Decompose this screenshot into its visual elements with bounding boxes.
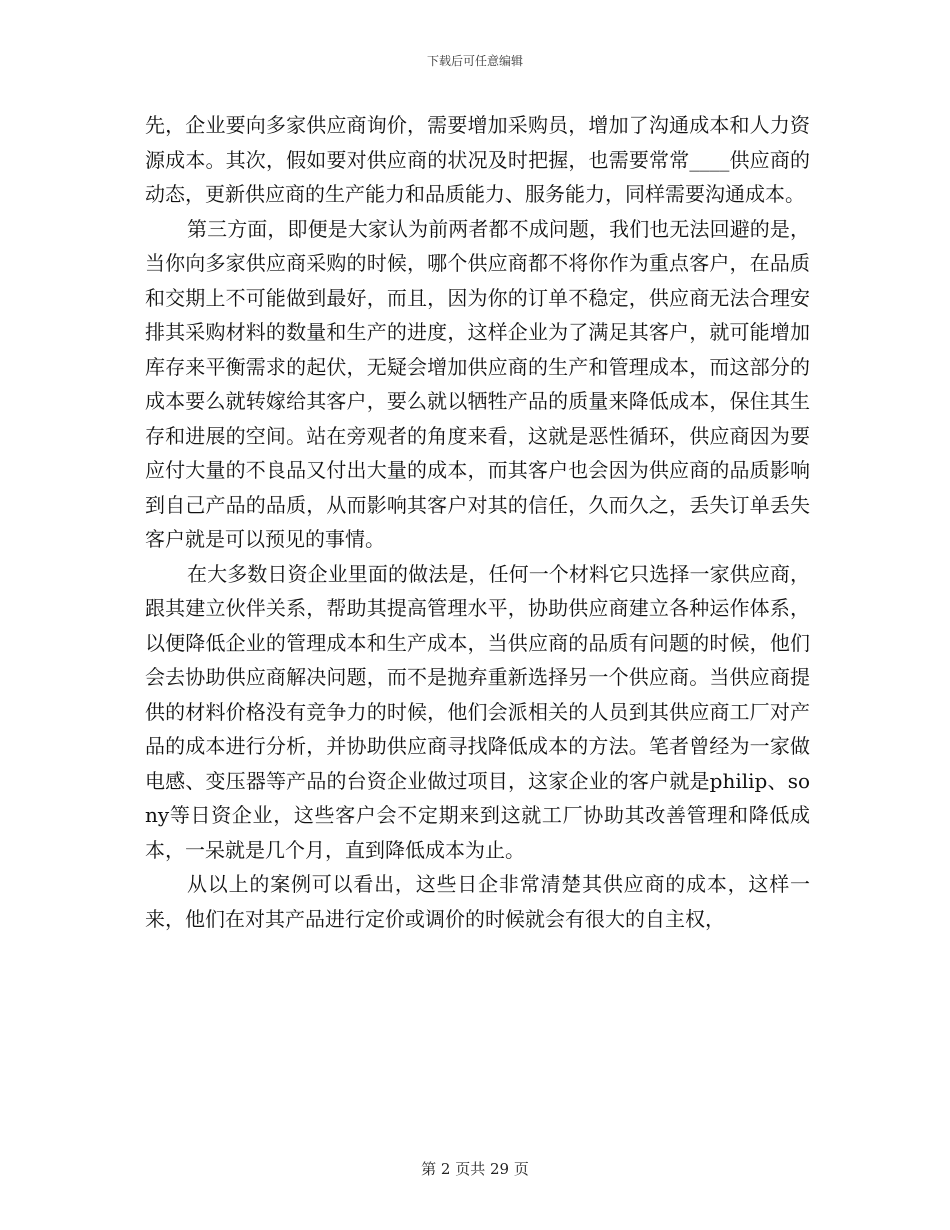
paragraph-conclusion: 从以上的案例可以看出，这些日企非常清楚其供应商的成本，这样一来，他们在对其产品进行定价或调价的时候就会有很大的自主权，: [145, 872, 810, 931]
paragraph-japanese-practice: 在大多数日资企业里面的做法是，任何一个材料它只选择一家供应商，跟其建立伙伴关系，帮助其提高管理水平，协助供应商建立各种运作体系，以便降低企业的管理成本和生产成本，当供应商的品质有问题的时候，他们会去协助供应商解决问题，而不是抛弃重新选择另一个供应商。当供应商提供的材料价格没有竞争力的时候，他们会派相关的人员到其供应商工厂对产品的成本进行分析，并协助供应商寻找降低成本的方法。笔者曾经为一家做电感、变压器等产品的台资企业做过项目，这家企业的客户就是philip、sony等日资企业，这些客户会不定期来到这就工厂协助其改善管理和降低成本，一呆就是几个月，直到降低成本为止。: [145, 561, 810, 862]
paragraph-continuation: 先，企业要向多家供应商询价，需要增加采购员，增加了沟通成本和人力资源成本。其次，假如要对供应商的状况及时把握，也需要常常____供应商的动态，更新供应商的生产能力和品质能力、服务能力，同样需要沟通成本。: [145, 113, 810, 206]
page-footer: 第 2 页共 29 页: [421, 1160, 529, 1178]
page-header: 下载后可任意编辑: [426, 54, 523, 68]
paragraph-third-aspect: 第三方面，即便是大家认为前两者都不成问题，我们也无法回避的是，当你向多家供应商采购的时候，哪个供应商都不将你作为重点客户，在品质和交期上不可能做到最好，而且，因为你的订单不稳定，供应商无法合理安排其采购材料的数量和生产的进度，这样企业为了满足其客户，就可能增加库存来平衡需求的起伏，无疑会增加供应商的生产和管理成本，而这部分的成本要么就转嫁给其客户，要么就以牺牲产品的质量来降低成本，保住其生存和进展的空间。站在旁观者的角度来看，这就是恶性循环，供应商因为要应付大量的不良品又付出大量的成本，而其客户也会因为供应商的品质影响到自己产品的品质，从而影响其客户对其的信任，久而久之，丢失订单丢失客户就是可以预见的事情。: [145, 216, 810, 551]
document-body: [145, 108, 810, 936]
